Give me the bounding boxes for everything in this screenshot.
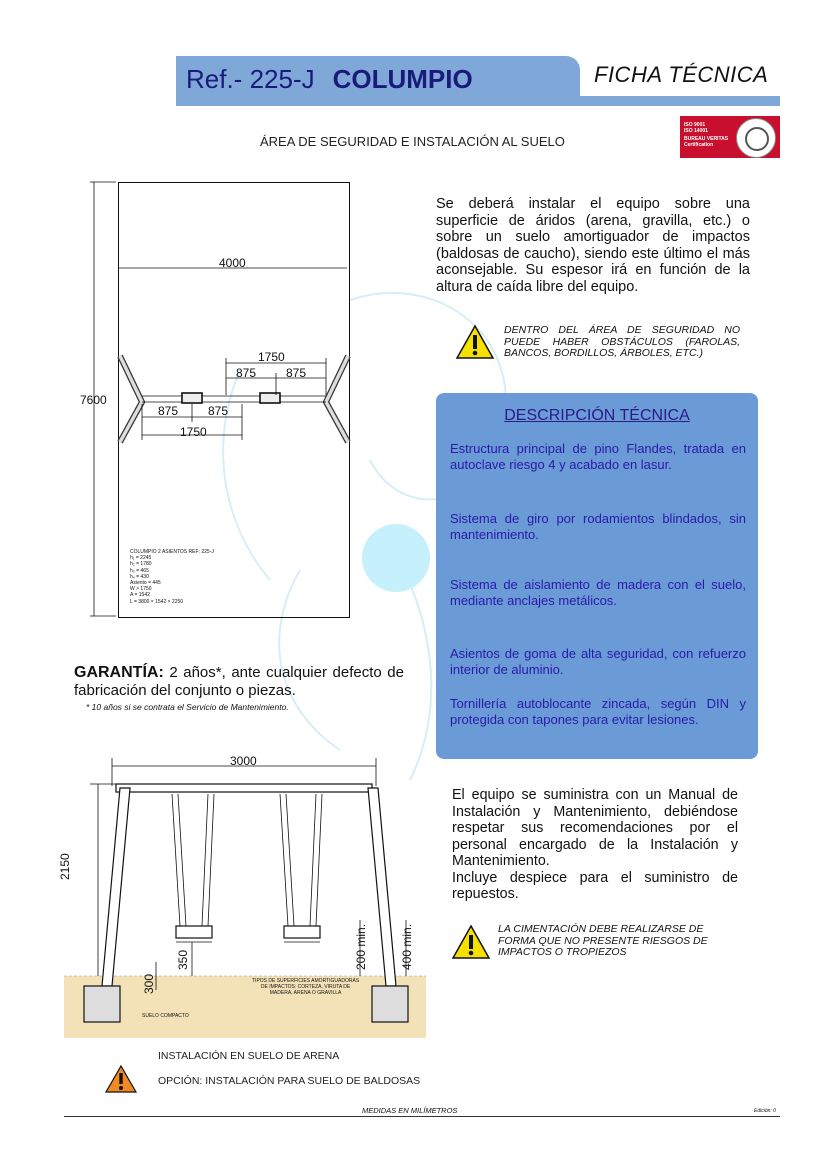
guarantee-label: GARANTÍA: [74,664,164,681]
certification-text: ISO 9001 ISO 14001 BUREAU VERITAS Certification [684,122,729,148]
bottom-dim-a: 875 [158,404,179,418]
intro-paragraph: Se deberá instalar el equipo sobre una superficie de áridos (arena, gravilla, etc.) o sobre un suelo amortiguador de impactos (baldosas de caucho), siendo este último el más aconsejable. Su espesor irá en función de la altura de caída libre del equipo. [436,196,750,295]
guarantee-text: 2 años*, ante cualquier defecto de fabricación del conjunto o piezas. [74,664,404,699]
description-item: Tornillería autoblocante zincada, según DIN y protegida con tapones para evitar lesiones. [450,696,746,727]
foundation-label: 300 [142,973,156,994]
safety-area-warning: DENTRO DEL ÁREA DE SEGURIDAD NO PUEDE HABER OBSTÁCULOS (FAROLAS, BANCOS, BORDILLOS, ÁRBOLES, ETC.) [504,324,740,359]
top-dim-total: 1750 [258,350,285,364]
technical-description-title: DESCRIPCIÓN TÉCNICA [504,407,690,424]
bottom-dim-b: 875 [208,404,229,418]
elevation-height-label: 2150 [58,853,72,880]
seat-height-label: 350 [176,949,190,970]
certification-badge [680,116,780,158]
orange-warning-icon [104,1064,138,1094]
warning-icon [455,324,495,360]
manual-paragraph: El equipo se suministra con un Manual de Instalación y Mantenimiento, debiéndose respetar sus recomendaciones por el personal encargado de la Instalación y Mantenimiento. Incluye despiece para el suministro de repuestos. [452,787,738,902]
description-item: Estructura principal de pino Flandes, tratada en autoclave riesgo 4 y acabado en lasur. [450,441,746,472]
footer-rule [64,1116,780,1117]
description-item: Sistema de aislamiento de madera con el suelo, mediante anclajes metálicos. [450,577,746,608]
elevation-width-label: 3000 [230,754,257,768]
foundation-warning: LA CIMENTACIÓN DEBE REALIZARSE DE FORMA QUE NO PRESENTE RIESGOS DE IMPACTOS O TROPIEZOS [498,923,708,958]
elevation-drawing [60,750,430,1040]
plan-drawing [86,180,356,620]
warning-icon [451,924,491,960]
units-note: MEDIDAS EN MILÍMETROS [362,1106,458,1115]
header-underline [556,96,780,106]
tiles-installation-label: OPCIÓN: INSTALACIÓN PARA SUELO DE BALDOSAS [158,1075,421,1087]
plan-specs: COLUMPIO 2 ASIENTOS REF: 225-J h₁ = 2245 h₂ = 1780 h₃ = 465 h₄ = 430 Asiento = 445 W > 1750 A = 1542 L = 3800 × 1542 × 2250 [130,549,214,605]
guarantee-note: * 10 años si se contrata el Servicio de Mantenimiento. [86,702,289,712]
product-name: COLUMPIO [332,64,473,94]
guarantee [74,664,404,700]
surface-types-note: TIPOS DE SUPERFICIES AMORTIGUADORAS DE IMPACTOS: CORTEZA, VIRUTA DE MADERA, ARENA O GRAVILLA [252,978,360,996]
reference-title: Ref.- 225-J COLUMPIO [186,64,473,94]
description-item: Asientos de goma de alta seguridad, con refuerzo interior de aluminio. [450,646,746,677]
ground-label: SUELO COMPACTO [142,1013,189,1019]
min-200-label: 200 min. [354,923,368,970]
bureau-veritas-seal-icon [736,118,776,158]
sand-installation-label: INSTALACIÓN EN SUELO DE ARENA [158,1050,340,1062]
plan-length-label: 7600 [80,393,107,407]
min-400-label: 400 min. [400,923,414,970]
spares-paragraph: Incluye despiece para el suministro de repuestos. [452,869,738,902]
top-dim-b: 875 [286,366,307,380]
edition-label: Edición: 0 [754,1108,776,1114]
description-item: Sistema de giro por rodamientos blindados, sin mantenimiento. [450,511,746,542]
section-title: ÁREA DE SEGURIDAD E INSTALACIÓN AL SUELO [260,134,565,149]
technical-description-box [436,393,758,759]
plan-width-label: 4000 [219,256,246,270]
document-type: FICHA TÉCNICA [594,62,769,87]
bottom-dim-total: 1750 [180,425,207,439]
top-dim-a: 875 [236,366,257,380]
